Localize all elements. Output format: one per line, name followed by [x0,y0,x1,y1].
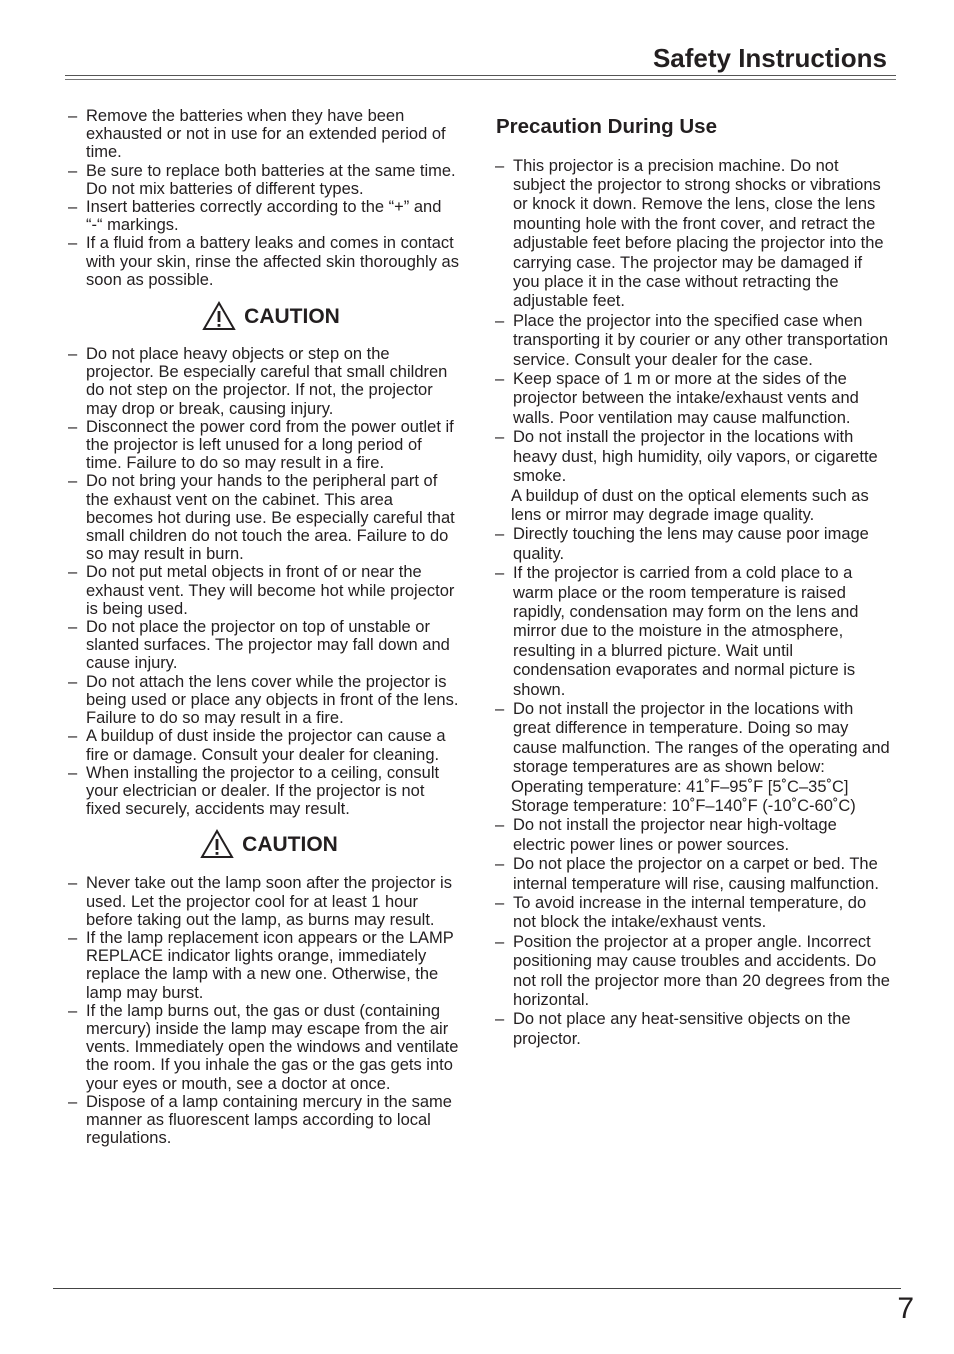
list-item: – Do not place heavy objects or step on the projector. Be especially careful that small children do not step on the projector. If not, the projector may drop or break, causing injury. [66,345,462,418]
list-item: – A buildup of dust inside the projector can cause a fire or damage. Consult your dealer for cleaning. [66,727,462,763]
caution-heading [66,301,462,331]
list-item: – Do not install the projector in the locations with heavy dust, high humidity, oily vapors, or cigarette smoke. [493,428,893,486]
temperature-range-storage: Storage temperature: 10˚F–140˚F (-10˚C-60˚C) [511,797,856,815]
warning-triangle-icon [202,301,236,331]
header-rule-bottom [65,79,896,80]
list-item: – To avoid increase in the internal temperature, do not block the intake/exhaust vents. [493,894,893,933]
caution-heading [66,829,462,859]
list-item: – Insert batteries correctly according to the “+” and “-“ markings. [66,198,462,234]
list-item: – Do not put metal objects in front of or near the exhaust vent. They will become hot while projector is being used. [66,563,462,618]
list-item: – This projector is a precision machine. Do not subject the projector to strong shocks or vibrations or knock it down. Remove the lens, close the lens mounting hole with the front cover, and retract the adjustable feet before placing the projector into the carrying case. The projector may be damaged if you place it in the case without retracting the adjustable feet. [493,157,893,312]
temperature-range-operating: Operating temperature: 41˚F–95˚F [5˚C–35˚C] [511,777,849,796]
caution-label: CAUTION [244,304,340,328]
header-rule-top [65,75,896,76]
list-item: – Do not place any heat-sensitive objects on the projector. [493,1010,893,1049]
list-item: – If the lamp burns out, the gas or dust (containing mercury) inside the lamp may escape from the air vents. Immediately open the windows and ventilate the room. If you inhale the gas or the gas gets into your eyes or mouth, see a doctor at once. [66,1002,462,1093]
list-item: – If the lamp replacement icon appears or the LAMP REPLACE indicator lights orange, immediately replace the lamp with a new one. Otherwise, the lamp may burst. [66,929,462,1002]
page-number: 7 [897,1292,914,1325]
caution-list-general [66,345,462,818]
list-item: – Do not place the projector on a carpet or bed. The internal temperature will rise, causing malfunction. [493,855,893,894]
list-item: – If the projector is carried from a cold place to a warm place or the room temperature is raised rapidly, condensation may form on the lens and mirror due to the moisture in the atmosphere, resulting in a blurred picture. Wait until condensation evaporates and normal picture is shown. [493,564,893,700]
list-item-continuation: A buildup of dust on the optical elements such as lens or mirror may degrade image quality. [511,486,869,524]
caution-list-lamp [66,874,462,1147]
list-item: – Do not install the projector in the locations with great difference in temperature. Doing so may cause malfunction. The ranges of the operating and storage temperatures are as shown below: [493,700,893,778]
list-item: – Never take out the lamp soon after the projector is used. Let the projector cool for at least 1 hour before taking out the lamp, as burns may result. [66,874,462,929]
footer-rule [53,1288,901,1289]
page-title: Safety Instructions [652,43,887,73]
list-item: – Dispose of a lamp containing mercury in the same manner as fluorescent lamps according to local regulations. [66,1093,462,1148]
list-item: – When installing the projector to a ceiling, consult your electrician or dealer. If the projector is not fixed securely, accidents may result. [66,764,462,819]
list-item: – Place the projector into the specified case when transporting it by courier or any other transportation service. Consult your dealer for the case. [493,312,893,370]
list-item: – Directly touching the lens may cause poor image quality. [493,525,893,564]
list-item: – Do not place the projector on top of unstable or slanted surfaces. The projector may fall down and cause injury. [66,618,462,673]
section-title: Precaution During Use [496,115,717,138]
list-item: – Do not bring your hands to the peripheral part of the exhaust vent on the cabinet. This area becomes hot during use. Be especially careful that small children do not touch the area. Failure to do so may result in burn. [66,472,462,563]
list-item: – Disconnect the power cord from the power outlet if the projector is left unused for a long period of time. Failure to do so may result in a fire. [66,418,462,473]
list-item: – Keep space of 1 m or more at the sides of the projector between the intake/exhaust vents and walls. Poor ventilation may cause malfunction. [493,370,893,428]
list-item: – Be sure to replace both batteries at the same time. Do not mix batteries of different types. [66,162,462,198]
list-item: – Do not attach the lens cover while the projector is being used or place any objects in front of the lens. Failure to do so may result in a fire. [66,673,462,728]
warning-triangle-icon [200,829,234,859]
left-column [66,107,462,1147]
list-item: – Position the projector at a proper angle. Incorrect positioning may cause troubles and accidents. Do not roll the projector more than 20 degrees from the horizontal. [493,933,893,1011]
caution-label: CAUTION [242,832,338,856]
list-item: – Remove the batteries when they have been exhausted or not in use for an extended period of time. [66,107,462,162]
list-item: – Do not install the projector near high-voltage electric power lines or power sources. [493,816,893,855]
right-column [493,111,893,1049]
precaution-list [493,157,893,1050]
list-item: – If a fluid from a battery leaks and comes in contact with your skin, rinse the affected skin thoroughly as soon as possible. [66,234,462,289]
battery-list [66,107,462,289]
